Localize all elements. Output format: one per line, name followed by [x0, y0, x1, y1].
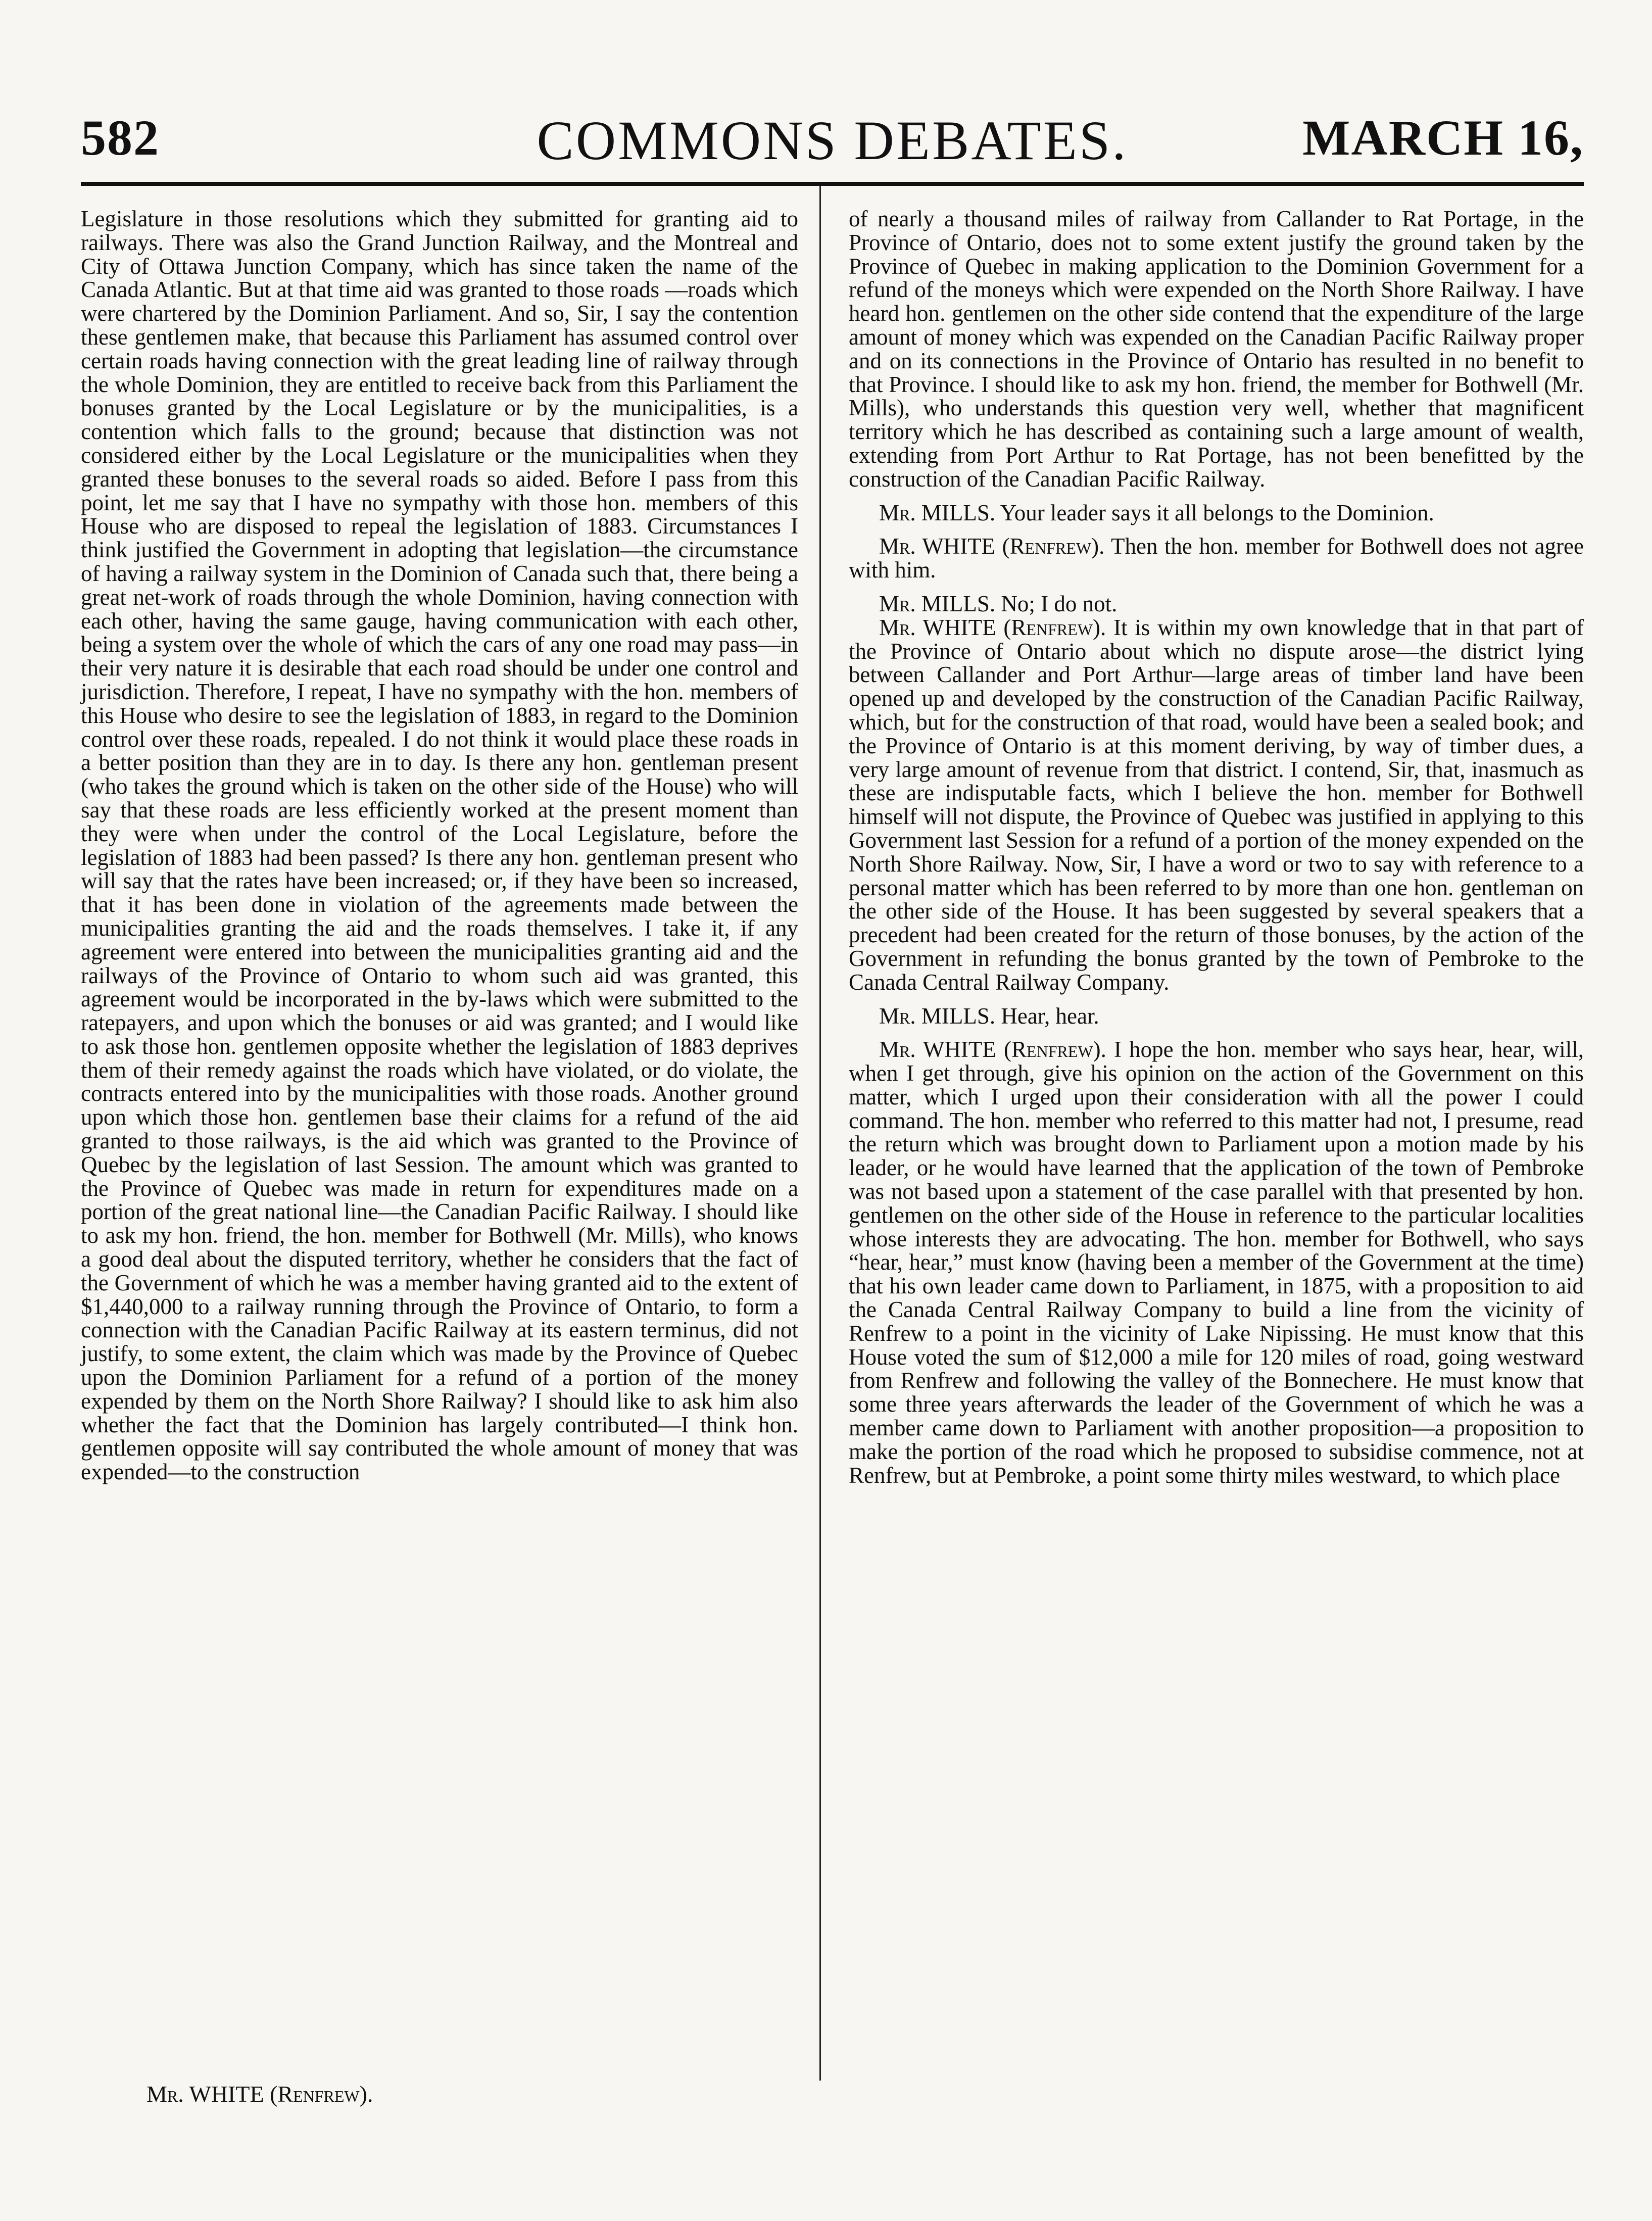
right-column	[849, 207, 1584, 1487]
speech-text: Your leader says it all belongs to the Dominion.	[1000, 500, 1434, 525]
speaker-name: Mr. MILLS.	[879, 591, 996, 616]
speech	[849, 1038, 1584, 1487]
speaker-name: Mr. MILLS.	[879, 1003, 996, 1029]
left-column	[81, 207, 798, 1484]
speaker-name: Mr. WHITE (Renfrew).	[879, 614, 1106, 640]
running-date: MARCH 16,	[1302, 110, 1584, 166]
page-number: 582	[81, 110, 160, 166]
running-title: COMMONS DEBATES.	[537, 110, 1128, 171]
speaker-name: Mr. MILLS.	[879, 500, 996, 525]
paragraph: of nearly a thousand miles of railway from Callander to Rat Portage, in the Province of Ontario, does not to some extent justify the ground taken by the Province of Quebec in making application to the Dominion Government for a refund of the moneys which were expended on the North Shore Railway. I have heard hon. gentlemen on the other side contend that the expenditure of the large amount of money which was expended on the Canadian Pacific Railway proper and on its connections in the Province of Ontario has resulted in no benefit to that Province. I should like to ask my hon. friend, the member for Bothwell (Mr. Mills), who understands this question very well, whether that magnificent territory which he has described as containing such a large amount of wealth, extending from Port Arthur to Rat Portage, has not been benefitted by the construction of the Canadian Pacific Railway.	[849, 206, 1584, 492]
speech	[849, 535, 1584, 582]
speech-text: Hear, hear.	[1001, 1003, 1099, 1029]
speech	[849, 616, 1584, 994]
speaker-name: Mr. WHITE (Renfrew).	[879, 534, 1105, 559]
speech-text: Then the hon. member for Bothwell does not agree with him.	[849, 534, 1584, 583]
speech-text: It is within my own knowledge that in that part of the Province of Ontario about which no dispute arose—the district lying between Callander and Port Arthur—large areas of timber land have been opened up and developed by the construction of the Canadian Pacific Railway, which, but for the construction of that road, would have been a sealed book; and the Province of Ontario is at this moment deriving, by way of timber dues, a very large amount of revenue from that district. I contend, Sir, that, inasmuch as these are indisputable facts, which I believe the hon. member for Bothwell himself will not dispute, the Province of Quebec was justified in applying to this Government last Session for a refund of a portion of the money expended on the North Shore Railway. Now, Sir, I have a word or two to say with reference to a personal matter which has been referred to by more than one hon. gentleman on the other side of the House. It has been suggested by several speakers that a precedent had been created for the return of those bonuses, by the action of the Government in refunding the bonus granted by the town of Pembroke to the Canada Central Railway Company.	[849, 614, 1584, 995]
speech	[849, 501, 1584, 525]
speech-text: I hope the hon. member who says hear, hear, will, when I get through, give his opinion on the action of the Government on this matter, which I urged upon their consideration with all the power I could command. The hon. member who referred to this matter had not, I presume, read the return which was brought down to Parliament upon a motion made by his leader, or he would have learned that the application of the town of Pembroke was not based upon a statement of the case parallel with that presented by hon. gentlemen on the other side of the House in reference to the particular localities whose interests they are advocating. The hon. member for Bothwell, who says “hear, hear,” must know (having been a member of the Government at the time) that his own leader came down to Parliament, in 1875, with a proposition to aid the Canada Central Railway Company to build a line from the vicinity of Renfrew to a point in the vicinity of Lake Nipissing. He must know that this House voted the sum of $12,000 a mile for 120 miles of road, going westward from Renfrew and following the valley of the Bonnechere. He must know that some three years afterwards the leader of the Government of which he was a member came down to Parliament with another proposition—a proposition to make the portion of the road which he proposed to subsidise commence, not at Renfrew, but at Pembroke, a point some thirty miles westward, to which place	[849, 1037, 1584, 1488]
paragraph: Legislature in those resolutions which they submitted for granting aid to railways. There was also the Grand Junction Railway, and the Montreal and City of Ottawa Junction Company, which has since taken the name of the Canada Atlantic. But at that time aid was granted to those roads —roads which were chartered by the Dominion Parliament. And so, Sir, I say the contention these gentlemen make, that because this Parliament has assumed control over certain roads having connection with the great leading line of railway through the whole Dominion, they are entitled to receive back from this Parliament the bonuses granted by the Local Legislature or by the municipalities, is a contention which falls to the ground; because that distinction was not considered either by the Local Legislature or the municipalities when they granted these bonuses to the several roads so aided. Before I pass from this point, let me say that I have no sympathy with those hon. members of this House who are disposed to repeal the legislation of 1883. Circumstances I think justified the Government in adopting that legislation—the circumstance of having a railway system in the Dominion of Canada such that, there being a great net-work of roads through the whole Dominion, having connection with each other, having the same gauge, having communication with each other, being a system over the whole of which the cars of any one road may pass—in their very nature it is desirable that each road should be under one control and jurisdiction. Therefore, I repeat, I have no sympathy with the hon. members of this House who desire to see the legislation of 1883, in regard to the Dominion control over these roads, repealed. I do not think it would place these roads in a better position than they are in to day. Is there any hon. gentleman present (who takes the ground which is taken on the other side of the House) who will say that these roads are less efficiently worked at the present moment than they were when under the control of the Local Legislature, before the legislation of 1883 had been passed? Is there any hon. gentleman present who will say that the rates have been increased; or, if they have been so increased, that it has been done in violation of the agreements made between the municipalities granting the aid and the roads themselves. I take it, if any agreement were entered into between the municipalities granting aid and the railways of the Province of Ontario to whom such aid was granted, this agreement would be incorporated in the by-laws which were submitted to the ratepayers, and upon which the bonuses or aid was granted; and I would like to ask those hon. gentlemen opposite whether the legislation of 1883 deprives them of their remedy against the roads which have violated, or do violate, the contracts entered into by the municipalities with those roads. Another ground upon which those hon. gentlemen base their claims for a refund of the aid granted to those railways, is the aid which was granted to the Province of Quebec by the legislation of last Session. The amount which was granted to the Province of Quebec was made in return for expenditures made on a portion of the great national line—the Canadian Pacific Railway. I should like to ask my hon. friend, the hon. member for Bothwell (Mr. Mills), who knows a good deal about the disputed territory, whether he considers that the fact of the Government of which he was a member having granted aid to the extent of $1,440,000 to a railway running through the Province of Ontario, to form a connection with the Canadian Pacific Railway at its eastern terminus, did not justify, to some extent, the claim which was made by the Province of Quebec upon the Dominion Parliament for a refund of a portion of the money expended by them on the North Shore Railway? I should like to ask him also whether the fact that the Dominion has largely contributed—I think hon. gentlemen opposite will say contributed the whole amount of money that was expended—to the construction	[81, 206, 798, 1485]
header-rule	[81, 182, 1584, 186]
speaker-name: Mr. WHITE (Renfrew).	[879, 1037, 1106, 1063]
catchword-speaker	[147, 2081, 373, 2107]
column-divider	[819, 186, 821, 2081]
catchword-text: Mr. WHITE (Renfrew).	[147, 2081, 373, 2107]
speech-text: No; I do not.	[1001, 591, 1117, 616]
speech	[849, 1004, 1584, 1028]
page-header	[81, 109, 1584, 169]
speech	[849, 592, 1584, 616]
